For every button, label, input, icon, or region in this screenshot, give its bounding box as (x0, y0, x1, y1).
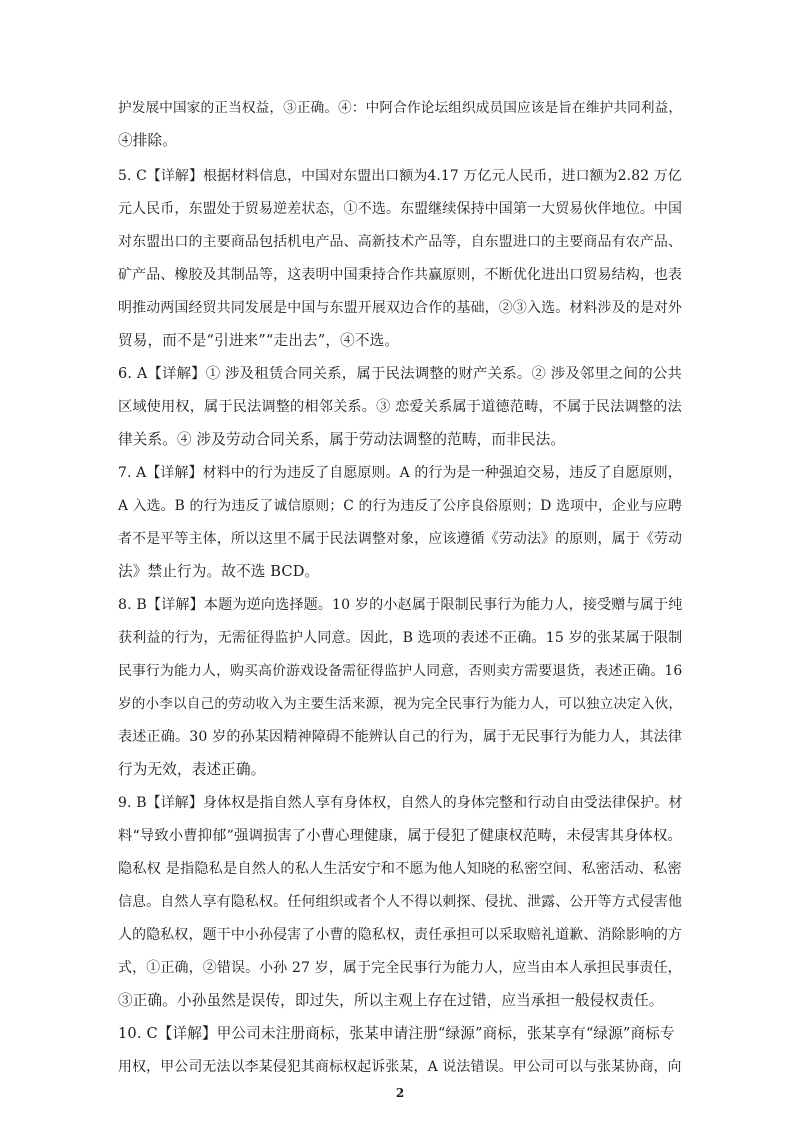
text-line: 用权，甲公司无法以李某侵犯其商标权起诉张某，A 说法错误。甲公司可以与张某协商，向 (118, 1059, 682, 1075)
text-line: 人的隐私权，题干中小孙侵害了小曹的隐私权，责任承担可以采取赔礼道歉、消除影响的方 (118, 927, 683, 943)
text-line: 8. B【详解】本题为逆向选择题。10 岁的小赵属于限制民事行为能力人，接受赠与属于纯 (118, 597, 683, 613)
text-line: 信息。自然人享有隐私权。任何组织或者个人不得以刺探、侵扰、泄露、公开等方式侵害他 (118, 894, 683, 910)
text-line: 者不是平等主体，所以这里不属于民法调整对象，应该遵循《劳动法》的原则，属于《劳动 (118, 531, 683, 547)
text-line: 6. A【详解】① 涉及租赁合同关系，属于民法调整的财产关系。② 涉及邻里之间的公共 (118, 366, 683, 382)
text-line: 10. C【详解】甲公司未注册商标，张某申请注册“绿源”商标，张某享有“绿源”商标专 (118, 1025, 675, 1042)
text-line: 7. A【详解】材料中的行为违反了自愿原则。A 的行为是一种强迫交易，违反了自愿原则， (118, 465, 682, 481)
text-line: 对东盟出口的主要商品包括机电产品、高新技术产品等，自东盟进口的主要商品有农产品、 (118, 234, 683, 250)
text-line: 式，①正确，②错误。小孙 27 岁，属于完全民事行为能力人，应当由本人承担民事责任， (118, 960, 682, 976)
text-line: 明推动两国经贸共同发展是中国与东盟开展双边合作的基础，②③入选。材料涉及的是对外 (118, 300, 683, 316)
text-line: 元人民币，东盟处于贸易逆差状态，①不选。东盟继续保持中国第一大贸易伙伴地位。中国 (118, 201, 683, 217)
text-line: 获利益的行为，无需征得监护人同意。因此，B 选项的表述不正确。15 岁的张某属于限制 (118, 630, 683, 646)
text-line: 矿产品、橡胶及其制品等，这表明中国秉持合作共赢原则，不断优化进出口贸易结构，也表 (118, 267, 683, 283)
text-line: 贸易，而不是“引进来”“走出去”，④不选。 (118, 332, 400, 349)
text-line: 岁的小李以自己的劳动收入为主要生活来源，视为完全民事行为能力人，可以独立决定入伙， (118, 696, 683, 712)
text-line: 法》禁止行为。故不选 BCD。 (118, 563, 320, 580)
text-line: A 入选。B 的行为违反了诚信原则；C 的行为违反了公序良俗原则；D 选项中，企业与应聘 (118, 498, 682, 514)
text-line: 料“导致小曹抑郁”强调损害了小曹心理健康，属于侵犯了健康权范畴，未侵害其身体权。 (118, 828, 682, 844)
text-line: 律关系。④ 涉及劳动合同关系，属于劳动法调整的范畴，而非民法。 (118, 431, 566, 448)
page-number: 2 (395, 1086, 405, 1100)
text-line: 区域使用权，属于民法调整的相邻关系。③ 恋爱关系属于道德范畴，不属于民法调整的法 (118, 399, 682, 415)
text-line: 护发展中国家的正当权益，③正确。④：中阿合作论坛组织成员国应该是旨在维护共同利益， (118, 100, 683, 116)
text-line: ④排除。 (118, 132, 177, 149)
text-line: 表述正确。30 岁的孙某因精神障碍不能辨认自己的行为，属于无民事行为能力人，其法律 (118, 729, 683, 745)
text-line: ③正确。小孙虽然是误传，即过失，所以主观上存在过错，应当承担一般侵权责任。 (118, 992, 664, 1009)
text-line: 民事行为能力人，购买高价游戏设备需征得监护人同意，否则卖方需要退货，表述正确。16 (118, 663, 683, 679)
text-line: 5. C【详解】根据材料信息，中国对东盟出口额为4.17 万亿元人民币，进口额为2.82 万亿 (118, 168, 682, 184)
text-line: 隐私权 是指隐私是自然人的私人生活安宁和不愿为他人知晓的私密空间、私密活动、私密 (118, 861, 682, 877)
text-line: 9. B【详解】身体权是指自然人享有身体权，自然人的身体完整和行动自由受法律保护。材 (118, 795, 683, 811)
text-line: 行为无效，表述正确。 (118, 761, 266, 778)
